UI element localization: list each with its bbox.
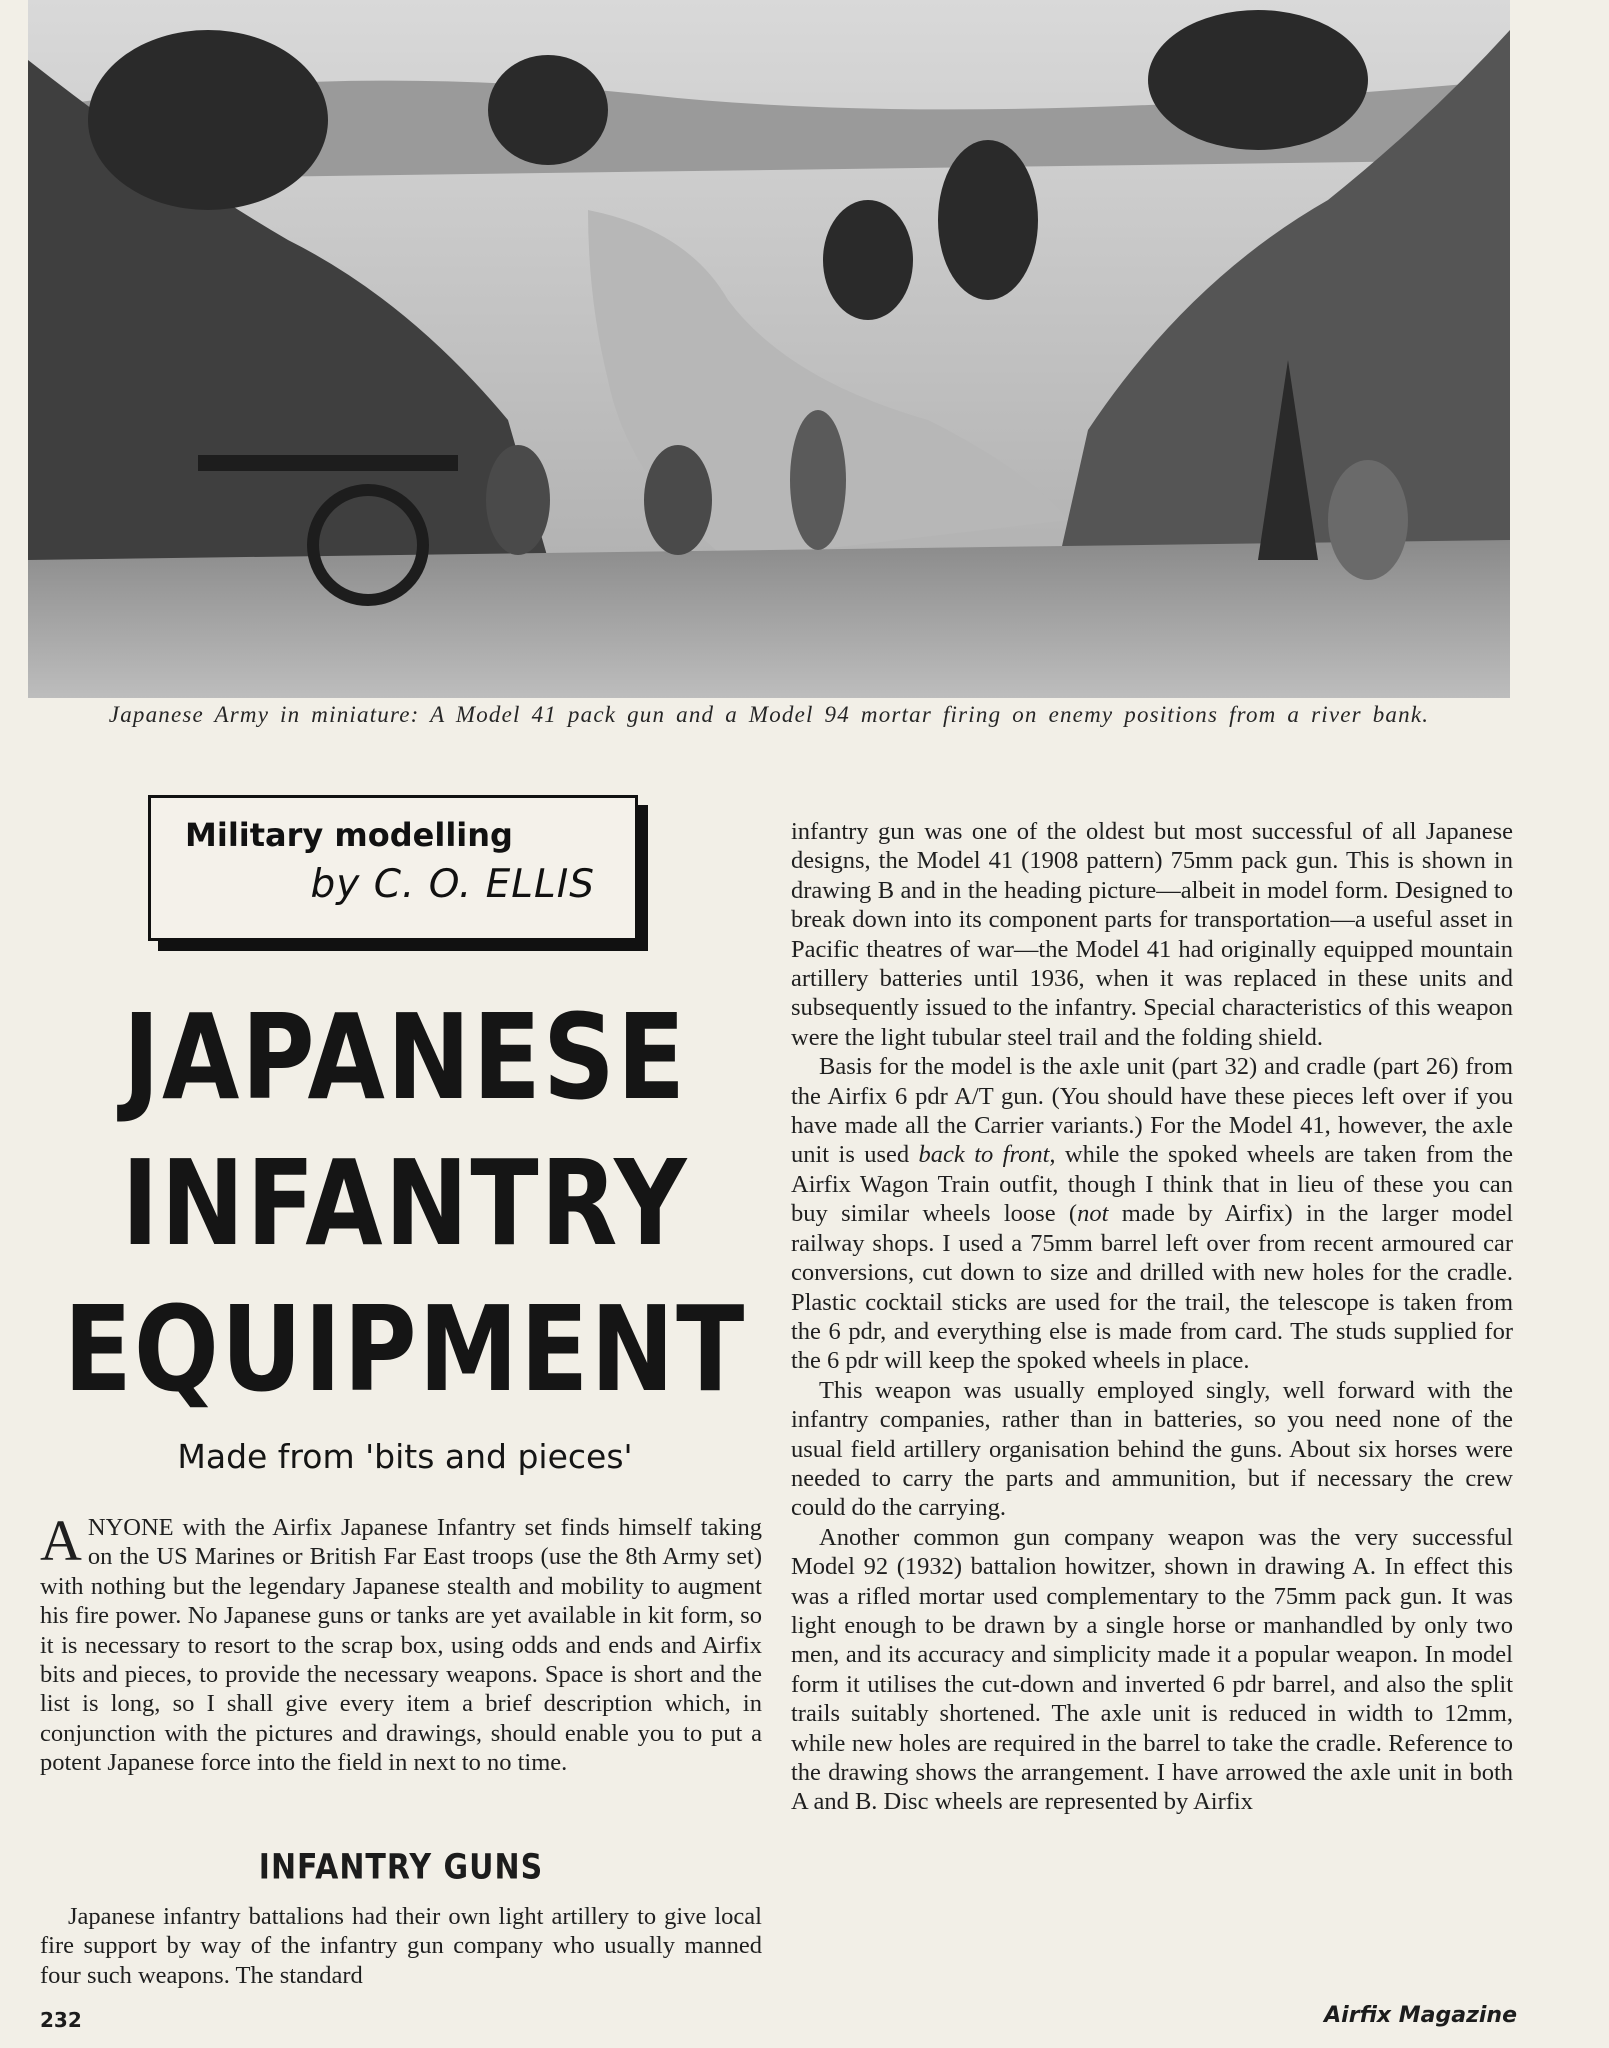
series-label: Military modelling <box>185 816 513 854</box>
right-paragraph-3: This weapon was usually employed singly, well forward with the infantry companies, rather than in batteries, so you need none of the usual field artillery organisation behind the guns. About six horses were needed to carry the parts and ammunition, but if necessary the crew could do the carrying. <box>791 1376 1513 1522</box>
page-number: 232 <box>40 2008 82 2032</box>
author-byline: by C. O. ELLIS <box>310 862 595 907</box>
p2-text-b: while the spoked wheels are taken from the Airfix Wagon Train outfit, though I think that in lieu of these you can buy similar wheels loose ( <box>791 1141 1513 1228</box>
headline-line-1: JAPANESE <box>122 988 688 1127</box>
section-intro-text: Japanese infantry battalions had their own light artillery to give local fire support by way of the infantry gun company who usually manned four such weapons. The standard <box>40 1903 762 1989</box>
magazine-name: Airfix Magazine <box>1324 2003 1517 2028</box>
intro-text: NYONE with the Airfix Japanese Infantry set finds himself taking on the US Marines or British Far East troops (use the 8th Army set) with nothing but the legendary Japanese stealth and mobility to augment his fire power. No Japanese guns or tanks are yet available in kit form, so it is necessary to resort to the scrap box, using odds and ends and Airfix bits and pieces, to provide the necessary weapons. Space is short and the list is long, so I shall give every item a brief description which, in conjunction with the pictures and drawings, should enable you to put a potent Japanese force into the field in next to no time. <box>40 1514 762 1777</box>
headline-line-3: EQUIPMENT <box>63 1280 747 1419</box>
right-paragraph-2 <box>791 1052 1513 1375</box>
headline-line-2: INFANTRY <box>121 1134 689 1273</box>
right-paragraph-4: Another common gun company weapon was the very successful Model 92 (1932) battalion howitzer, shown in drawing A. In effect this was a rifled mortar used complementary to the 75mm pack gun. It was light enough to be drawn by a single horse or manhandled by only two men, and its accuracy and simplicity made it a popular weapon. In model form it utilises the cut-down and inverted 6 pdr barrel, and also the split trails suitably shortened. The axle unit is reduced in width to 12mm, while new holes are required in the barrel to take the cradle. Reference to the drawing shows the arrangement. I have arrowed the axle unit in both A and B. Disc wheels are represented by Airfix <box>791 1523 1513 1816</box>
section-heading: INFANTRY GUNS <box>258 1847 544 1888</box>
series-box <box>148 795 638 941</box>
photo-caption: Japanese Army in miniature: A Model 41 pack gun and a Model 94 mortar firing on enemy positions from a river bank. <box>108 702 1430 727</box>
diorama-photo-image <box>28 0 1510 698</box>
article-subtitle: Made from 'bits and pieces' <box>177 1437 633 1476</box>
section-intro-paragraph <box>40 1902 762 1990</box>
p2-emphasis-2: not <box>1077 1200 1109 1228</box>
p2-emphasis-1: back to front, <box>918 1141 1056 1169</box>
heading-photo <box>28 0 1510 698</box>
p2-text-a: Basis for the model is the axle unit (part 32) and cradle (part 26) from the Airfix 6 pdr A/T gun. (You should have these pieces left over if you have made all the Carrier variants.) For the Model 41, however, the axle unit is used <box>791 1053 1513 1169</box>
drop-cap: A <box>40 1508 82 1573</box>
right-paragraph-1: infantry gun was one of the oldest but most successful of all Japanese designs, the Model 41 (1908 pattern) 75mm pack gun. This is shown in drawing B and in the heading picture—albeit in model form. Designed to break down into its component parts for transportation—a useful asset in Pacific theatres of war—the Model 41 had originally equipped mountain artillery batteries until 1936, when it was replaced in these units and subsequently issued to the infantry. Special characteristics of this weapon were the light tubular steel trail and the folding shield. <box>791 818 1513 1051</box>
article-headline <box>40 985 770 1423</box>
intro-paragraph <box>40 1508 762 1778</box>
right-column <box>791 817 1513 1817</box>
p2-text-c: made by Airfix) in the larger model railway shops. I used a 75mm barrel left over from recent armoured car conversions, cut down to size and drilled with new holes for the cradle. Plastic cocktail sticks are used for the trail, the telescope is taken from the 6 pdr, and everything else is made from card. The studs supplied for the 6 pdr will keep the spoked wheels in place. <box>791 1200 1514 1375</box>
